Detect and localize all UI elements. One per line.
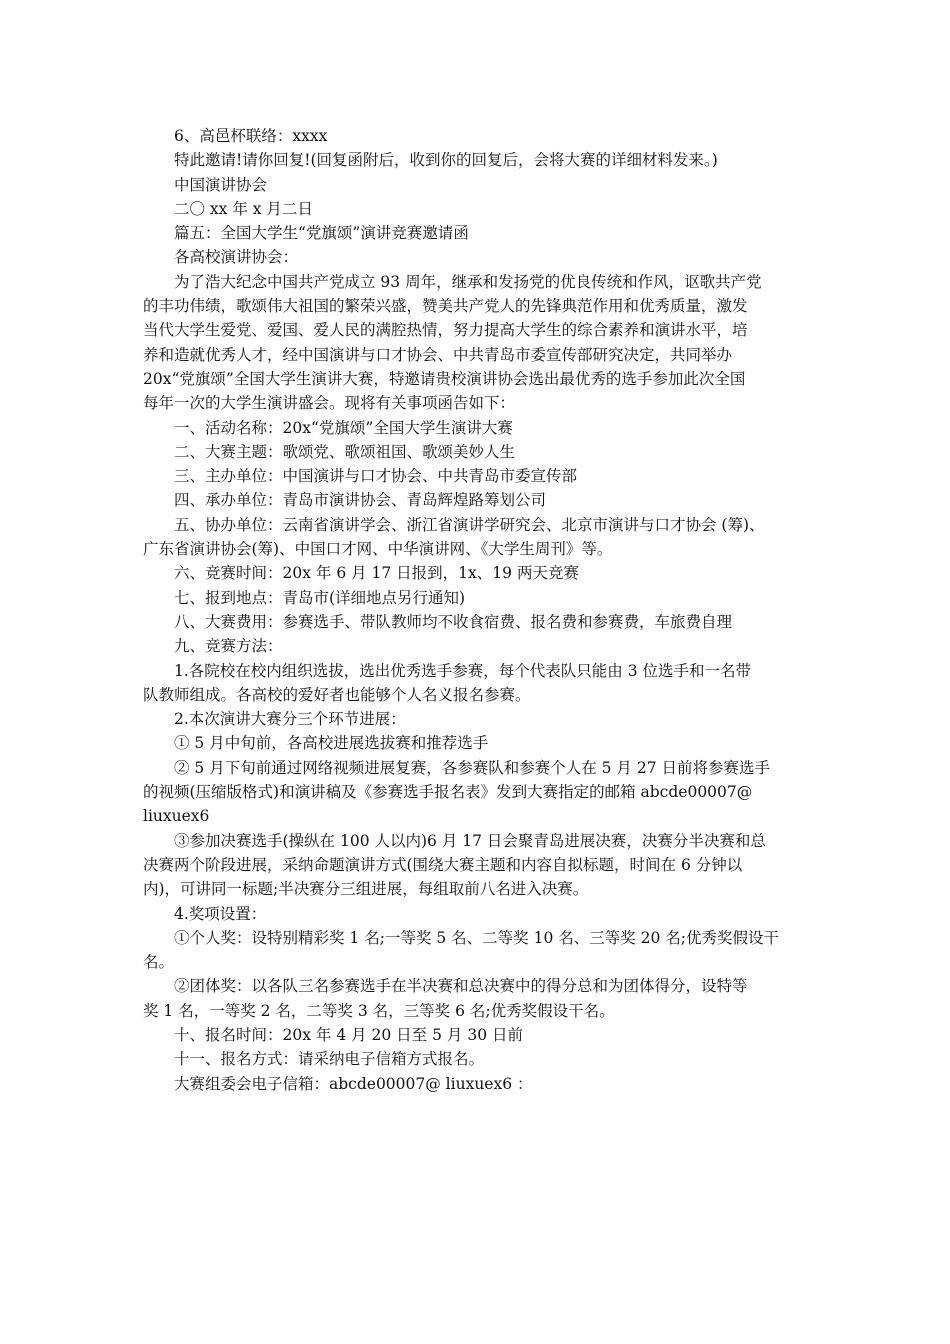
text-line: 各高校演讲协会：	[174, 248, 299, 267]
text-line: 二、大赛主题：歌颂党、歌颂祖国、歌颂美妙人生	[174, 442, 516, 461]
text-line: 奖 1 名，一等奖 2 名，二等奖 3 名，三等奖 6 名;优秀奖假设干名。	[143, 1001, 615, 1020]
text-line: 四、承办单位：青岛市演讲协会、青岛辉煌路筹划公司	[174, 491, 547, 510]
text-line: 三、主办单位：中国演讲与口才协会、中共青岛市委宣传部	[174, 467, 578, 486]
text-line: liuxuex6	[143, 807, 210, 826]
text-line: 养和造就优秀人才，经中国演讲与口才协会、中共青岛市委宣传部研究决定，共同举办	[143, 345, 733, 364]
text-line: 六、竞赛时间：20x 年 6 月 17 日报到，1x、19 两天竞赛	[174, 564, 579, 583]
text-line: 名。	[143, 953, 175, 972]
text-line: 为了浩大纪念中国共产党成立 93 周年，继承和发扬党的优良传统和作风，讴歌共产党	[174, 272, 762, 291]
text-line: 五、协办单位：云南省演讲学会、浙江省演讲学研究会、北京市演讲与口才协会 (筹)、	[174, 515, 765, 534]
text-line: 2.本次演讲大赛分三个环节进展：	[174, 710, 406, 729]
text-line: 中国演讲协会	[174, 175, 268, 194]
text-line: 的丰功伟绩，歌颂伟大祖国的繁荣兴盛，赞美共产党人的先锋典范作用和优秀质量，激发	[143, 297, 748, 316]
text-line: ②团体奖：以各队三名参赛选手在半决赛和总决赛中的得分总和为团体得分，设特等	[174, 977, 748, 996]
text-line: 的视频(压缩版格式)和演讲稿及《参赛选手报名表》发到大赛指定的邮箱 abcde00007@	[143, 783, 753, 802]
text-line: 每年一次的大学生演讲盛会。现将有关事项函告如下：	[143, 394, 516, 413]
text-line: 内)，可讲同一标题;半决赛分三组进展，每组取前八名进入决赛。	[143, 880, 589, 899]
text-line: 当代大学生爱党、爱国、爱人民的满腔热情，努力提高大学生的综合素养和演讲水平，培	[143, 321, 748, 340]
text-line: 十一、报名方式：请采纳电子信箱方式报名。	[174, 1050, 485, 1069]
text-line: ①个人奖：设特别精彩奖 1 名;一等奖 5 名、二等奖 10 名、三等奖 20 名;优秀奖假设干	[174, 928, 780, 947]
text-line: 一、活动名称：20x“党旗颂”全国大学生演讲大赛	[174, 418, 513, 437]
text-line: 20x“党旗颂”全国大学生演讲大赛，特邀请贵校演讲协会选出最优秀的选手参加此次全国	[143, 369, 746, 388]
text-line: 大赛组委会电子信箱：abcde00007@ liuxuex6 ：	[174, 1074, 533, 1093]
text-line: 广东省演讲协会(筹)、中国口才网、中华演讲网、《大学生周刊》等。	[143, 540, 613, 559]
text-line: ③参加决赛选手(操纵在 100 人以内)6 月 17 日会聚青岛进展决赛，决赛分半决赛和总	[174, 831, 766, 850]
text-line: 1.各院校在校内组织选拔，选出优秀选手参赛，每个代表队只能由 3 位选手和一名带	[174, 661, 752, 680]
text-line: 6、高邑杯联络：xxxx	[174, 127, 328, 145]
text-line: 篇五：全国大学生“党旗颂”演讲竞赛邀请函	[174, 224, 469, 243]
text-line: ① 5 月中旬前，各高校进展选拔赛和推荐选手	[174, 734, 489, 753]
text-line: 队教师组成。各高校的爱好者也能够个人名义报名参赛。	[143, 685, 531, 704]
text-line: 九、竞赛方法：	[174, 637, 283, 656]
text-line: 八、大赛费用：参赛选手、带队教师均不收食宿费、报名费和参赛费，车旅费自理	[174, 612, 733, 631]
document-body	[143, 124, 808, 1096]
text-line: ② 5 月下旬前通过网络视频进展复赛，各参赛队和参赛个人在 5 月 27 日前将参赛选手	[174, 758, 771, 777]
text-line: 二〇 xx 年 x 月二日	[174, 199, 313, 218]
text-line: 特此邀请!请你回复!(回复函附后，收到你的回复后，会将大赛的详细材料发来。)	[174, 151, 718, 170]
text-line: 4.奖项设置：	[174, 904, 267, 923]
text-line: 决赛两个阶段进展，采纳命题演讲方式(围绕大赛主题和内容自拟标题，时间在 6 分钟以	[143, 855, 743, 874]
text-line: 七、报到地点：青岛市(详细地点另行通知)	[174, 588, 466, 607]
text-line: 十、报名时间：20x 年 4 月 20 日至 5 月 30 日前	[174, 1025, 523, 1044]
